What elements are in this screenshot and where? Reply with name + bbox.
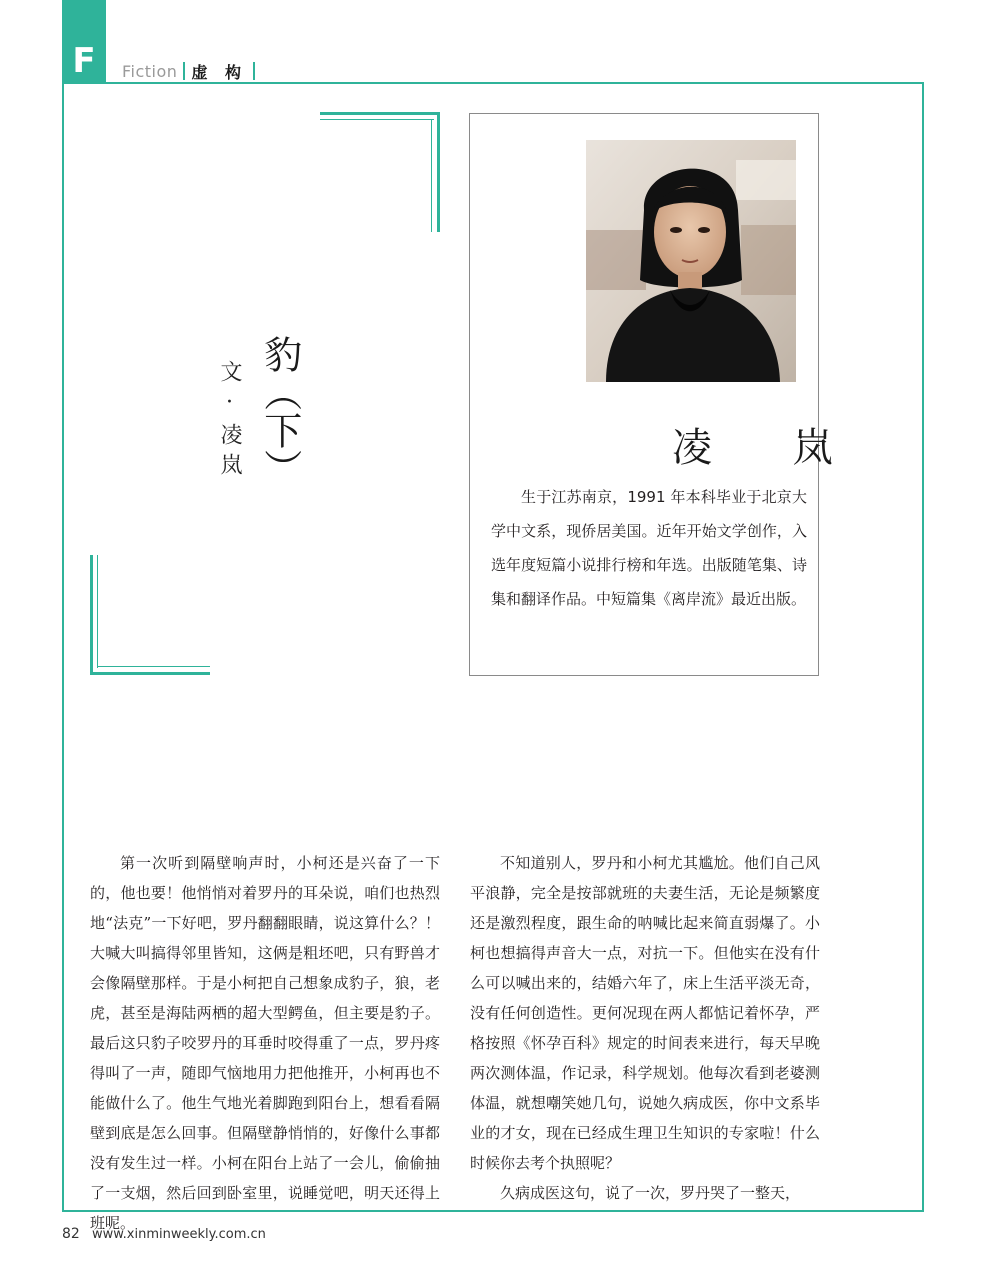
section-divider xyxy=(183,62,185,80)
page-number: 82 xyxy=(62,1226,80,1242)
section-badge xyxy=(62,0,106,82)
bracket-bottom-line-inner xyxy=(97,666,210,667)
bracket-left-line-inner xyxy=(97,555,98,668)
author-name: 凌 岚 xyxy=(672,425,867,471)
website-url: www.xinminweekly.com.cn xyxy=(91,1227,266,1242)
bracket-top-line-inner xyxy=(320,119,434,120)
page-footer xyxy=(62,1226,266,1242)
bracket-top-line-outer xyxy=(320,112,440,115)
body-column-right xyxy=(470,848,820,1208)
article-title-part: （下） xyxy=(257,373,302,487)
section-label-zh: 虚 构 xyxy=(191,62,248,82)
bracket-right-line-inner xyxy=(431,119,432,232)
author-portrait-image xyxy=(586,140,796,382)
article-byline: 文·凌岚 xyxy=(217,360,242,483)
section-divider-end xyxy=(253,62,255,80)
author-bio: 生于江苏南京，1991 年本科毕业于北京大学中文系，现侨居美国。近年开始文学创作，入选年度短篇小说排行榜和年选。出版随笔集、诗集和翻译作品。中短篇集《离岸流》最近出版。 xyxy=(491,488,807,608)
body-paragraph: 不知道别人，罗丹和小柯尤其尴尬。他们自己风平浪静，完全是按部就班的夫妻生活，无论是频繁度还是激烈程度，跟生命的呐喊比起来简直弱爆了。小柯也想搞得声音大一点，对抗一下。但他实在没有什么可以喊出来的，结婚六年了，床上生活平淡无奇，没有任何创造性。更何况现在两人都惦记着怀孕，严格按照《怀孕百科》规定的时间表来进行，每天早晚两次测体温，作记录，科学规划。他每次看到老婆测体温，就想嘲笑她几句，说她久病成医，你中文系毕业的才女，现在已经成生理卫生知识的专家啦！什么时候你去考个执照呢？ xyxy=(470,854,820,1172)
section-label xyxy=(122,60,261,82)
body-paragraph: 第一次听到隔壁响声时，小柯还是兴奋了一下的，他也要！他悄悄对着罗丹的耳朵说，咱们也热烈地“法克”一下好吧，罗丹翻翻眼睛，说这算什么？！大喊大叫搞得邻里皆知，这俩是粗坯吧，只有野兽才会像隔壁那样。于是小柯把自己想象成豹子，狼，老虎，甚至是海陆两栖的超大型鳄鱼，但主要是豹子。最后这只豹子咬罗丹的耳垂时咬得重了一点，罗丹疼得叫了一声，随即气恼地用力把他推开，小柯再也不能做什么了。他生气地光着脚跑到阳台上，想看看隔壁到底是怎么回事。但隔壁静悄悄的，好像什么事都没有发生过一样。小柯在阳台上站了一会儿，偷偷抽了一支烟，然后回到卧室里，说睡觉吧，明天还得上班呢。 xyxy=(90,854,440,1232)
bracket-right-line-outer xyxy=(437,112,440,232)
section-badge-letter: F xyxy=(72,41,96,81)
author-photo xyxy=(586,140,796,382)
section-label-en: Fiction xyxy=(122,61,178,81)
body-paragraph: 久病成医这句，说了一次，罗丹哭了一整天， xyxy=(500,1184,801,1202)
bracket-bottom-line-outer xyxy=(90,672,210,675)
article-title-main: 豹 xyxy=(257,335,302,373)
bracket-left-line-outer xyxy=(90,555,93,675)
article-title xyxy=(258,335,300,487)
body-column-left xyxy=(90,848,440,1238)
